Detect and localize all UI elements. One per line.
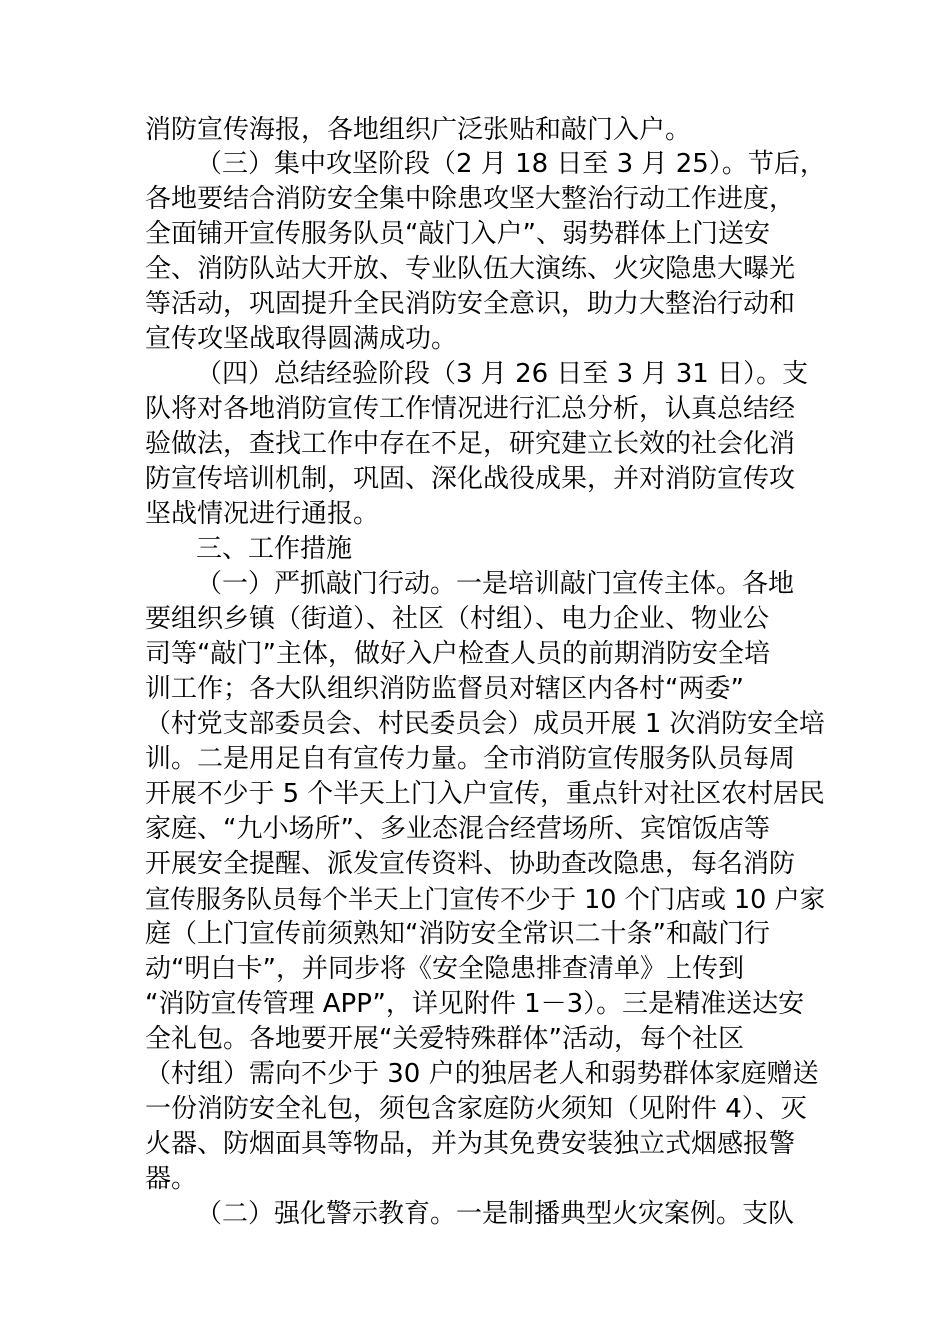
text-line: 一份消防安全礼包，须包含家庭防火须知（见附件 4）、灭 — [145, 1094, 807, 1124]
text-line: 火器、防烟面具等物品，并为其免费安装独立式烟感报警 — [145, 1129, 796, 1159]
text-line: 验做法，查找工作中存在不足，研究建立长效的社会化消 — [145, 429, 796, 459]
section-heading: 三、工作措施 — [196, 534, 353, 564]
text-line: （村组）需向不少于 30 户的独居老人和弱势群体家庭赠送 — [145, 1059, 819, 1089]
text-line: 开展不少于 5 个半天上门入户宣传，重点针对社区农村居民 — [145, 779, 825, 809]
text-line: 消防宣传海报，各地组织广泛张贴和敲门入户。 — [145, 115, 692, 145]
text-line: 全面铺开宣传服务队员“敲门入户”、弱势群体上门送安 — [145, 219, 770, 249]
text-line: 全、消防队站大开放、专业队伍大演练、火灾隐患大曝光 — [145, 254, 796, 284]
paragraph-first-line: （四）总结经验阶段（3 月 26 日至 3 月 31 日）。支 — [196, 359, 809, 389]
paragraph-first-line: （三）集中攻坚阶段（2 月 18 日至 3 月 25）。节后， — [196, 149, 826, 179]
text-line: “消防宣传管理 APP”，详见附件 1－3）。三是精准送达安 — [145, 989, 805, 1019]
text-line: 训工作；各大队组织消防监督员对辖区内各村“两委” — [145, 674, 744, 704]
text-line: 器。 — [145, 1164, 198, 1194]
text-line: 家庭、“九小场所”、多业态混合经营场所、宾馆饭店等 — [145, 814, 770, 844]
text-line: 司等“敲门”主体，做好入户检查人员的前期消防安全培 — [145, 639, 770, 669]
paragraph-first-line: （一）严抓敲门行动。一是培训敲门宣传主体。各地 — [196, 569, 795, 599]
text-line: 宣传服务队员每个半天上门宣传不少于 10 个门店或 10 户家 — [145, 884, 826, 914]
text-line: 全礼包。各地要开展“关爱特殊群体”活动，每个社区 — [145, 1024, 744, 1054]
text-line: 要组织乡镇（街道）、社区（村组）、电力企业、物业公 — [145, 604, 770, 634]
paragraph-first-line: （二）强化警示教育。一是制播典型火灾案例。支队 — [196, 1199, 795, 1229]
text-line: 队将对各地消防宣传工作情况进行汇总分析，认真总结经 — [145, 394, 796, 424]
text-line: 坚战情况进行通报。 — [145, 499, 380, 529]
text-line: 开展安全提醒、派发宣传资料、协助查改隐患，每名消防 — [145, 849, 796, 879]
text-line: 各地要结合消防安全集中除患攻坚大整治行动工作进度， — [145, 184, 796, 214]
text-line: 庭（上门宣传前须熟知“消防安全常识二十条”和敲门行 — [145, 919, 770, 949]
text-line: 动“明白卡”，并同步将《安全隐患排查清单》上传到 — [145, 954, 744, 984]
text-line: 训。二是用足自有宣传力量。全市消防宣传服务队员每周 — [145, 744, 796, 774]
text-line: 宣传攻坚战取得圆满成功。 — [145, 324, 458, 354]
text-line: 等活动，巩固提升全民消防安全意识，助力大整治行动和 — [145, 289, 796, 319]
text-line: （村党支部委员会、村民委员会）成员开展 1 次消防安全培 — [145, 709, 825, 739]
text-line: 防宣传培训机制，巩固、深化战役成果，并对消防宣传攻 — [145, 464, 796, 494]
